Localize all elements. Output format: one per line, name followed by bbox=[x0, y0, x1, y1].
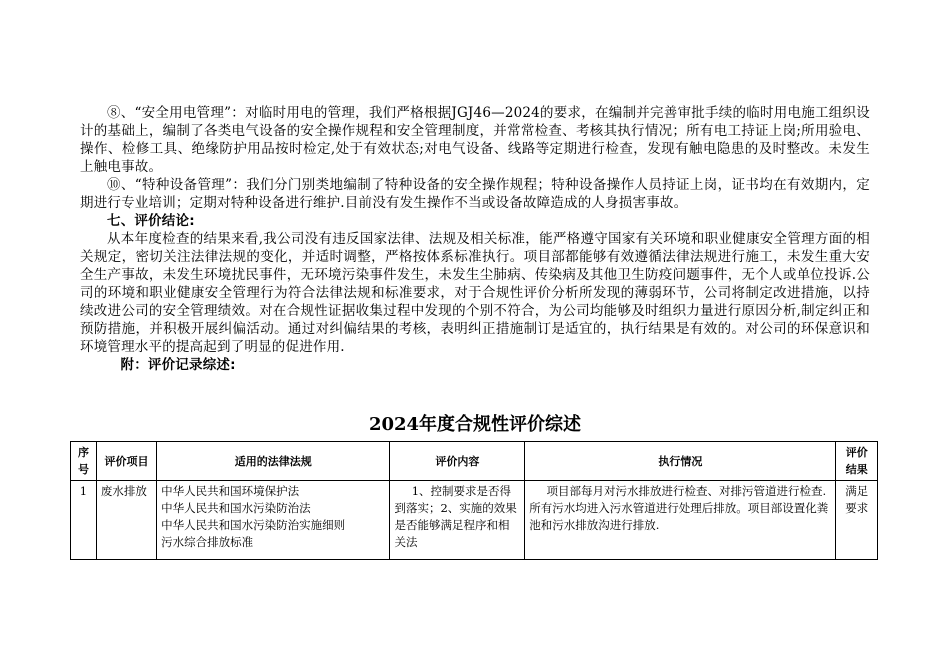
cell-result: 满足要求 bbox=[836, 481, 878, 560]
cell-laws bbox=[157, 481, 390, 560]
header-execution: 执行情况 bbox=[525, 442, 836, 481]
body-text bbox=[80, 104, 870, 374]
table-header-row bbox=[71, 442, 878, 481]
law-item: 中华人民共和国环境保护法 bbox=[161, 484, 300, 498]
paragraph-special-equipment: ⑩、“特种设备管理”：我们分门别类地编制了特种设备的安全操作规程；特种设备操作人员持证上岗，证书均在有效期内，定期进行专业培训；定期对特种设备进行维护.目前没有发生操作不当或设备故障造成的人身损害事故。 bbox=[80, 177, 870, 211]
attachment-label: 附：评价记录综述: bbox=[120, 357, 236, 373]
compliance-review-table bbox=[70, 441, 878, 560]
law-item: 污水综合排放标准 bbox=[161, 535, 254, 549]
cell-content: 1、控制要求是否得到落实；2、实施的效果是否能够满足程序和相关法 bbox=[390, 481, 525, 560]
header-num: 序号 bbox=[71, 442, 97, 481]
header-item: 评价项目 bbox=[96, 442, 156, 481]
section-heading-conclusion: 七、评价结论: bbox=[107, 213, 195, 229]
header-content: 评价内容 bbox=[390, 442, 525, 481]
header-result: 评价结果 bbox=[836, 442, 878, 481]
paragraph-electricity-management: ⑧、“安全用电管理”：对临时用电的管理，我们严格根据JGJ46—2024的要求，在编制并完善审批手续的临时用电施工组织设计的基础上，编制了各类电气设备的安全操作规程和安全管理制度，并常常检查、考核其执行情况；所有电工持证上岗;所用验电、操作、检修工具、绝缘防护用品按时检定,处于有效状态;对电气设备、线路等定期进行检查，发现有触电隐患的及时整改。未发生上触电事故。 bbox=[80, 105, 870, 175]
header-laws: 适用的法律法规 bbox=[157, 442, 390, 481]
cell-execution: 项目部每月对污水排放进行检查、对排污管道进行检查.所有污水均进入污水管道进行处理后排放。项目部设置化粪池和污水排放沟进行排放. bbox=[525, 481, 836, 560]
paragraph-conclusion: 从本年度检查的结果来看,我公司没有违反国家法律、法规及相关标准，能严格遵守国家有关环境和职业健康安全管理方面的相关规定，密切关注法律法规的变化，并适时调整，严格按体系标准执行。项目部都能够有效遵循法律法规进行施工，未发生重大安全生产事故，未发生环境扰民事件，无环境污染事件发生，未发生尘肺病、传染病及其他卫生防疫问题事件，无个人或单位投诉.公司的环境和职业健康安全管理行为符合法律法规和标准要求，对于合规性评价分析所发现的薄弱环节，公司将制定改进措施，以持续改进公司的安全管理绩效。对在合规性证据收集过程中发现的个别不符合，为公司均能够及时组织力量进行原因分析,制定纠正和预防措施，并积极开展纠偏活动。通过对纠偏结果的考核，表明纠正措施制订是适宜的，执行结果是有效的。对公司的环保意识和环境管理水平的提高起到了明显的促进作用. bbox=[80, 231, 870, 355]
table-row bbox=[71, 481, 878, 560]
table-title: 2024年度合规性评价综述 bbox=[368, 414, 582, 435]
cell-item: 废水排放 bbox=[96, 481, 156, 560]
law-item: 中华人民共和国水污染防治法 bbox=[161, 501, 311, 515]
cell-num: 1 bbox=[71, 481, 97, 560]
law-item: 中华人民共和国水污染防治实施细则 bbox=[161, 518, 346, 532]
